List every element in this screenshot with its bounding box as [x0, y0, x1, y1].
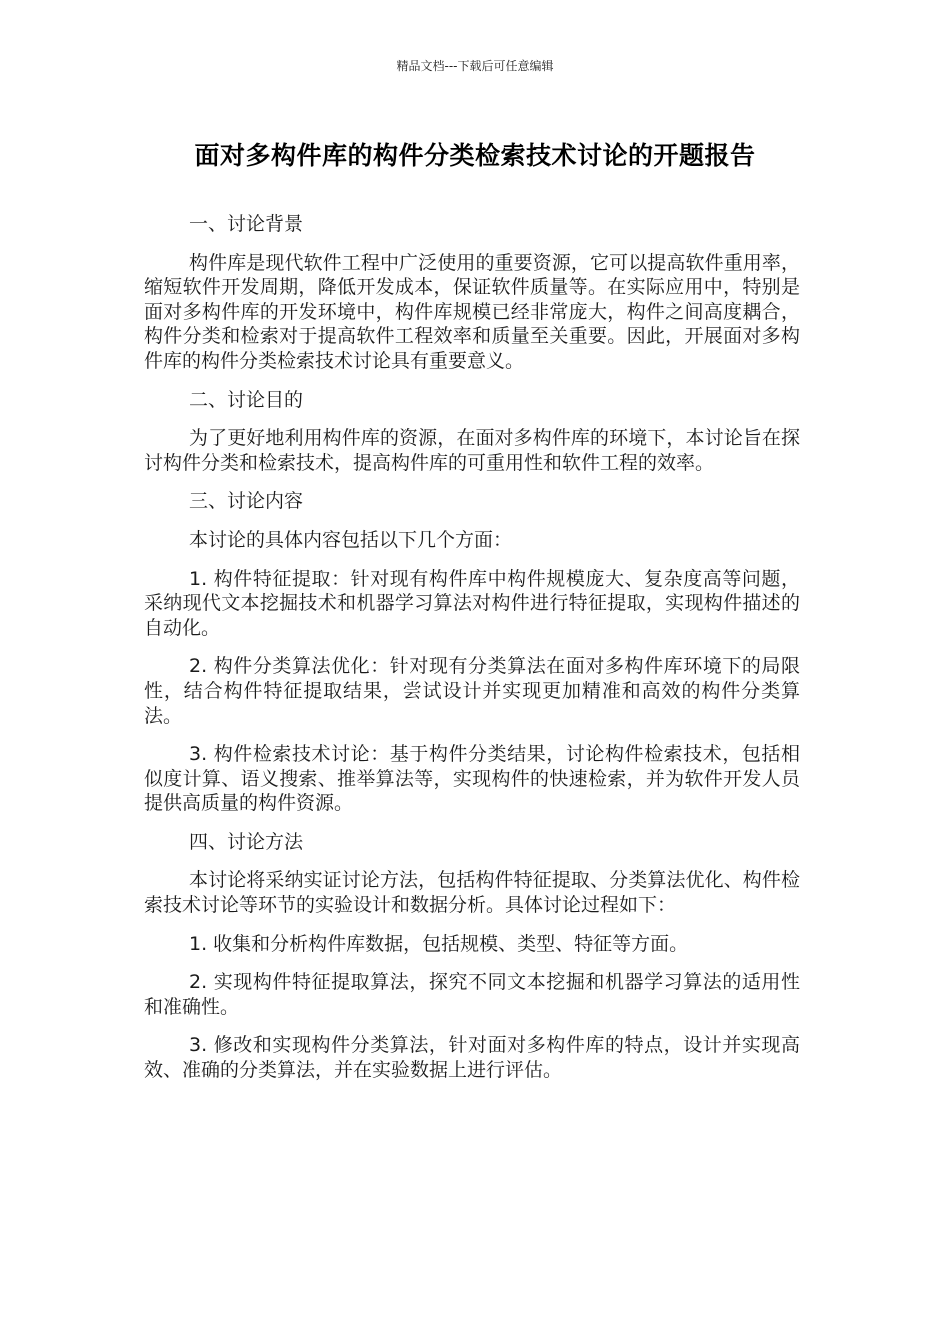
section-heading-content: 三、讨论内容: [189, 490, 304, 513]
paragraph-content-item-3: 3. 构件检索技术讨论：基于构件分类结果，讨论构件检索技术，包括相似度计算、语义搜索、推举算法等，实现构件的快速检索，并为软件开发人员提供高质量的构件资源。: [144, 743, 800, 815]
paragraph-method-step-2: 2. 实现构件特征提取算法，探究不同文本挖掘和机器学习算法的适用性和准确性。: [144, 971, 800, 1018]
section-heading-purpose: 二、讨论目的: [189, 388, 304, 411]
page-header-watermark: 精品文档---下载后可任意编辑: [396, 59, 554, 73]
section-heading-method: 四、讨论方法: [189, 830, 304, 853]
paragraph-content-item-1: 1. 构件特征提取：针对现有构件库中构件规模庞大、复杂度高等问题，采纳现代文本挖掘技术和机器学习算法对构件进行特征提取，实现构件描述的自动化。: [144, 567, 800, 639]
document-body: [144, 212, 800, 1097]
paragraph-method-step-1: 1. 收集和分析构件库数据，包括规模、类型、特征等方面。: [189, 932, 689, 955]
paragraph-background: 构件库是现代软件工程中广泛使用的重要资源，它可以提高软件重用率，缩短软件开发周期，降低开发成本，保证软件质量等。在实际应用中，特别是面对多构件库的开发环境中，构件库规模已经非常庞大，构件之间高度耦合，构件分类和检索对于提高软件工程效率和质量至关重要。因此，开展面对多构件库的构件分类检索技术讨论具有重要意义。: [144, 251, 800, 372]
paragraph-content-intro: 本讨论的具体内容包括以下几个方面：: [189, 528, 513, 551]
paragraph-content-item-2: 2. 构件分类算法优化：针对现有分类算法在面对多构件库环境下的局限性，结合构件特征提取结果，尝试设计并实现更加精准和高效的构件分类算法。: [144, 655, 800, 727]
paragraph-purpose: 为了更好地利用构件库的资源，在面对多构件库的环境下，本讨论旨在探讨构件分类和检索技术，提高构件库的可重用性和软件工程的效率。: [144, 427, 800, 474]
paragraph-method-intro: 本讨论将采纳实证讨论方法，包括构件特征提取、分类算法优化、构件检索技术讨论等环节的实验设计和数据分析。具体讨论过程如下：: [144, 869, 800, 917]
paragraph-method-step-3: 3. 修改和实现构件分类算法，针对面对多构件库的特点，设计并实现高效、准确的分类算法，并在实验数据上进行评估。: [144, 1034, 800, 1082]
document-title: 面对多构件库的构件分类检索技术讨论的开题报告: [194, 141, 756, 170]
section-heading-background: 一、讨论背景: [189, 213, 304, 235]
